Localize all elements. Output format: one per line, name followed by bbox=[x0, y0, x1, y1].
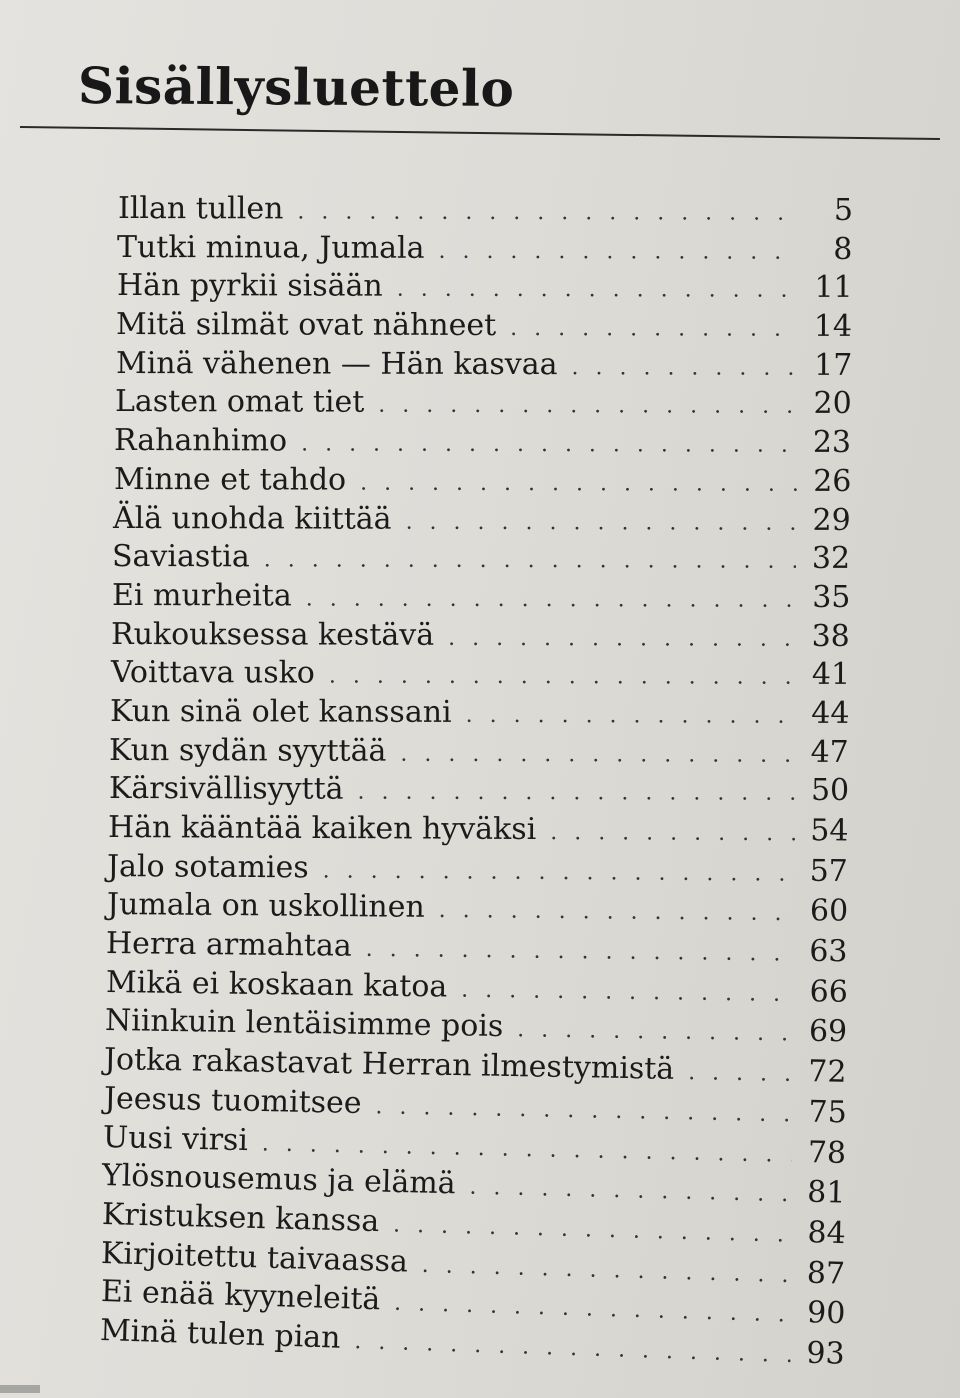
toc-entry-page: 26 bbox=[812, 463, 852, 499]
toc-entry bbox=[117, 267, 853, 307]
toc-entry-page: 20 bbox=[813, 386, 852, 422]
toc-entry bbox=[114, 461, 852, 501]
toc-entry-title: Kristuksen kanssa bbox=[101, 1196, 380, 1240]
page-edge-mark bbox=[0, 1385, 40, 1393]
toc-entry-page: 8 bbox=[833, 231, 853, 267]
toc-entry-title: Jalo sotamies bbox=[107, 848, 310, 886]
toc-entry bbox=[110, 654, 849, 694]
toc-entry-page: 5 bbox=[833, 192, 854, 228]
toc-entry-page: 81 bbox=[807, 1174, 847, 1211]
toc-entry bbox=[112, 577, 851, 617]
toc-entry bbox=[107, 886, 849, 931]
toc-entry bbox=[117, 229, 852, 269]
toc-entry bbox=[116, 306, 852, 346]
dot-leader bbox=[323, 852, 794, 893]
toc-entry-page: 78 bbox=[807, 1134, 847, 1171]
toc-entry-page: 90 bbox=[806, 1295, 846, 1332]
dot-leader bbox=[571, 349, 798, 388]
toc-entry bbox=[109, 770, 849, 810]
toc-entry-title: Uusi virsi bbox=[102, 1119, 249, 1158]
toc-entry bbox=[112, 538, 850, 578]
toc-entry-title: Kun sydän syyttää bbox=[109, 732, 387, 769]
toc-entry-page: 35 bbox=[811, 579, 851, 615]
dot-leader bbox=[448, 619, 796, 658]
toc-entry-title: Rahanhimo bbox=[114, 423, 288, 459]
toc-entry-title: Minä vähenen — Hän kasvaa bbox=[115, 345, 558, 382]
dot-leader bbox=[301, 426, 797, 465]
toc-entry-page: 69 bbox=[808, 1014, 848, 1050]
toc-entry bbox=[110, 693, 850, 733]
dot-leader bbox=[396, 271, 798, 310]
toc-entry-title: Jeesus tuomitsee bbox=[103, 1080, 362, 1121]
toc-entry-title: Hän kääntää kaiken hyväksi bbox=[107, 810, 537, 848]
dot-leader bbox=[401, 735, 796, 774]
dot-leader bbox=[305, 580, 796, 619]
toc-entry-title: Minä tulen pian bbox=[99, 1313, 342, 1356]
toc-entry-title: Ylösnousemus ja elämä bbox=[102, 1158, 457, 1202]
toc-entry-page: 84 bbox=[806, 1215, 847, 1252]
toc-entry bbox=[108, 809, 849, 850]
toc-entry-title: Tutki minua, Jumala bbox=[117, 229, 425, 266]
toc-entry-title: Jumala on uskollinen bbox=[106, 887, 425, 926]
toc-entry-page: 17 bbox=[813, 347, 852, 383]
toc-entry-title: Illan tullen bbox=[117, 191, 284, 227]
toc-entry-title: Kärsivällisyyttä bbox=[108, 771, 344, 807]
dot-leader bbox=[366, 931, 794, 974]
toc-entry-page: 93 bbox=[805, 1335, 846, 1372]
toc-entry-page: 32 bbox=[812, 541, 851, 577]
toc-entry-title: Rukouksessa kestävä bbox=[111, 616, 435, 653]
toc-entry-title: Jotka rakastavat Herran ilmestymistä bbox=[104, 1042, 675, 1088]
toc-entry bbox=[111, 616, 850, 656]
dot-leader bbox=[517, 1012, 793, 1054]
toc-entry-page: 29 bbox=[812, 502, 851, 538]
toc-entry-page: 75 bbox=[807, 1094, 847, 1131]
dot-leader bbox=[297, 193, 799, 232]
dot-leader bbox=[688, 1054, 793, 1094]
toc-entry bbox=[118, 190, 853, 230]
toc-entry bbox=[107, 848, 848, 891]
dot-leader bbox=[357, 774, 795, 813]
toc-entry-title: Minne et tahdo bbox=[113, 461, 346, 498]
toc-entry-title: Kun sinä olet kanssani bbox=[109, 693, 452, 730]
toc-entry-page: 38 bbox=[811, 618, 850, 654]
toc-entry-title: Lasten omat tiet bbox=[114, 384, 365, 421]
page-title: Sisällysluettelo bbox=[77, 56, 515, 119]
toc-entry-page: 44 bbox=[811, 695, 850, 731]
toc-entry-title: Kirjoitettu taivaassa bbox=[100, 1235, 409, 1280]
toc-entry bbox=[106, 925, 848, 971]
toc-entry-page: 54 bbox=[810, 813, 849, 849]
toc-entry-page: 41 bbox=[811, 657, 850, 693]
dot-leader bbox=[550, 814, 794, 853]
dot-leader bbox=[466, 697, 796, 736]
toc-entry bbox=[115, 383, 852, 423]
toc-entry-title: Voittava usko bbox=[110, 655, 315, 691]
toc-entry-page: 66 bbox=[808, 973, 848, 1010]
toc-entry-title: Ei murheita bbox=[111, 577, 292, 614]
toc-entry-page: 23 bbox=[813, 424, 852, 461]
toc-entry bbox=[109, 732, 849, 772]
dot-leader bbox=[378, 387, 797, 426]
toc-entry-page: 72 bbox=[808, 1054, 848, 1090]
toc-entry-title: Hän pyrkii sisään bbox=[116, 268, 383, 305]
dot-leader bbox=[439, 233, 799, 272]
toc-entry-page: 63 bbox=[809, 933, 848, 970]
dot-leader bbox=[360, 464, 797, 503]
toc-entry-title: Niinkuin lentäisimme pois bbox=[104, 1003, 504, 1045]
toc-entry-page: 60 bbox=[809, 893, 849, 930]
dot-leader bbox=[438, 892, 794, 933]
toc-entry-page: 14 bbox=[813, 308, 853, 344]
dot-leader bbox=[264, 542, 796, 581]
toc-entry-title: Mikä ei koskaan katoa bbox=[105, 964, 448, 1005]
toc-entry-page: 50 bbox=[810, 773, 849, 809]
toc-entry bbox=[115, 345, 851, 385]
toc-entry-page: 87 bbox=[806, 1255, 846, 1292]
dot-leader bbox=[510, 310, 798, 349]
toc-entry-page: 11 bbox=[814, 270, 853, 306]
toc-entry-title: Älä unohda kiittää bbox=[112, 500, 392, 537]
toc-entry bbox=[114, 422, 851, 462]
toc-entry-page: 47 bbox=[810, 734, 850, 770]
toc-entry bbox=[113, 500, 851, 540]
dot-leader bbox=[328, 658, 795, 697]
toc-entry-title: Mitä silmät ovat nähneet bbox=[116, 307, 497, 344]
toc-entry-title: Herra armahtaa bbox=[106, 926, 353, 964]
toc-entry-page: 57 bbox=[809, 853, 849, 889]
toc-entry-title: Ei enää kyyneleitä bbox=[100, 1274, 381, 1318]
dot-leader bbox=[406, 503, 797, 542]
toc-entry-title: Saviastia bbox=[112, 539, 251, 575]
